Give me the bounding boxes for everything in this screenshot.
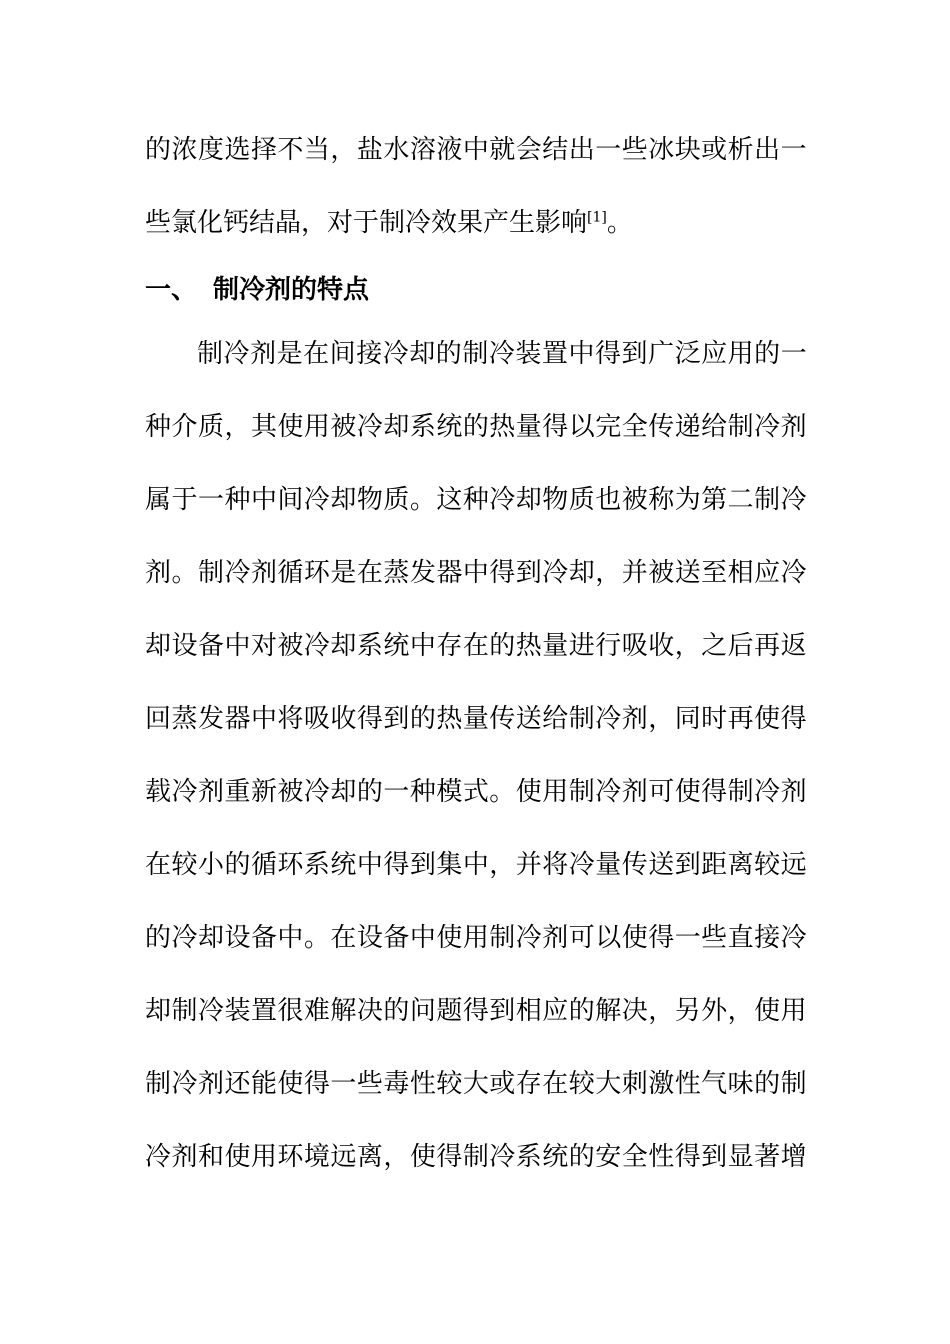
- intro-line-1: 的 浓 度 选 择 不 当 ， 盐 水 溶 液 中 就 会 结 出 一 些 冰 块 或 析 出 一: [145, 135, 807, 165]
- paragraph-line-11: 制 冷 剂 还 能 使 得 一 些 毒 性 较 大 或 存 在 较 大 刺 激 性 气 味 的 制: [145, 1069, 807, 1099]
- paragraph-line-5: 却 设 备 中 对 被 冷 却 系 统 中 存 在 的 热 量 进 行 吸 收 ， 之 后 再 返: [145, 631, 807, 661]
- section-number: 一、: [145, 275, 198, 305]
- intro-line-2-text: 些氯化钙结晶，对于制冷效果产生影响: [145, 208, 588, 238]
- paragraph-line-9: 的 冷 却 设 备 中 。 在 设 备 中 使 用 制 冷 剂 可 以 使 得 一 些 直 接 冷: [145, 923, 807, 953]
- intro-line-2-end: 。: [606, 208, 633, 238]
- paragraph-line-8: 在 较 小 的 循 环 系 统 中 得 到 集 中 ， 并 将 冷 量 传 送 到 距 离 较 远: [145, 850, 807, 880]
- section-heading: [145, 270, 369, 310]
- paragraph-line-3: 属 于 一 种 中 间 冷 却 物 质 。 这 种 冷 却 物 质 也 被 称 为 第 二 制 冷: [145, 485, 807, 515]
- paragraph-line-7: 载 冷 剂 重 新 被 冷 却 的 一 种 模 式 。 使 用 制 冷 剂 可 使 得 制 冷 剂: [145, 777, 807, 807]
- intro-line-2: [145, 203, 633, 243]
- paragraph-line-2: 种 介 质 ， 其 使 用 被 冷 却 系 统 的 热 量 得 以 完 全 传 递 给 制 冷 剂: [145, 412, 807, 442]
- paragraph-line-10: 却 制 冷 装 置 很 难 解 决 的 问 题 得 到 相 应 的 解 决 ， 另 外 ， 使 用: [145, 996, 807, 1026]
- section-title: 制冷剂的特点: [213, 275, 370, 305]
- paragraph-line-4: 剂 。 制 冷 剂 循 环 是 在 蒸 发 器 中 得 到 冷 却 ， 并 被 送 至 相 应 冷: [145, 558, 807, 588]
- paragraph-line-1: 制 冷 剂 是 在 间 接 冷 却 的 制 冷 装 置 中 得 到 广 泛 应 用 的 一: [197, 339, 807, 369]
- paragraph-line-6: 回 蒸 发 器 中 将 吸 收 得 到 的 热 量 传 送 给 制 冷 剂 ， 同 时 再 使 得: [145, 704, 807, 734]
- paragraph-line-12: 冷 剂 和 使 用 环 境 远 离 ， 使 得 制 冷 系 统 的 安 全 性 得 到 显 著 增: [145, 1142, 807, 1172]
- citation-marker: [1]: [587, 209, 607, 226]
